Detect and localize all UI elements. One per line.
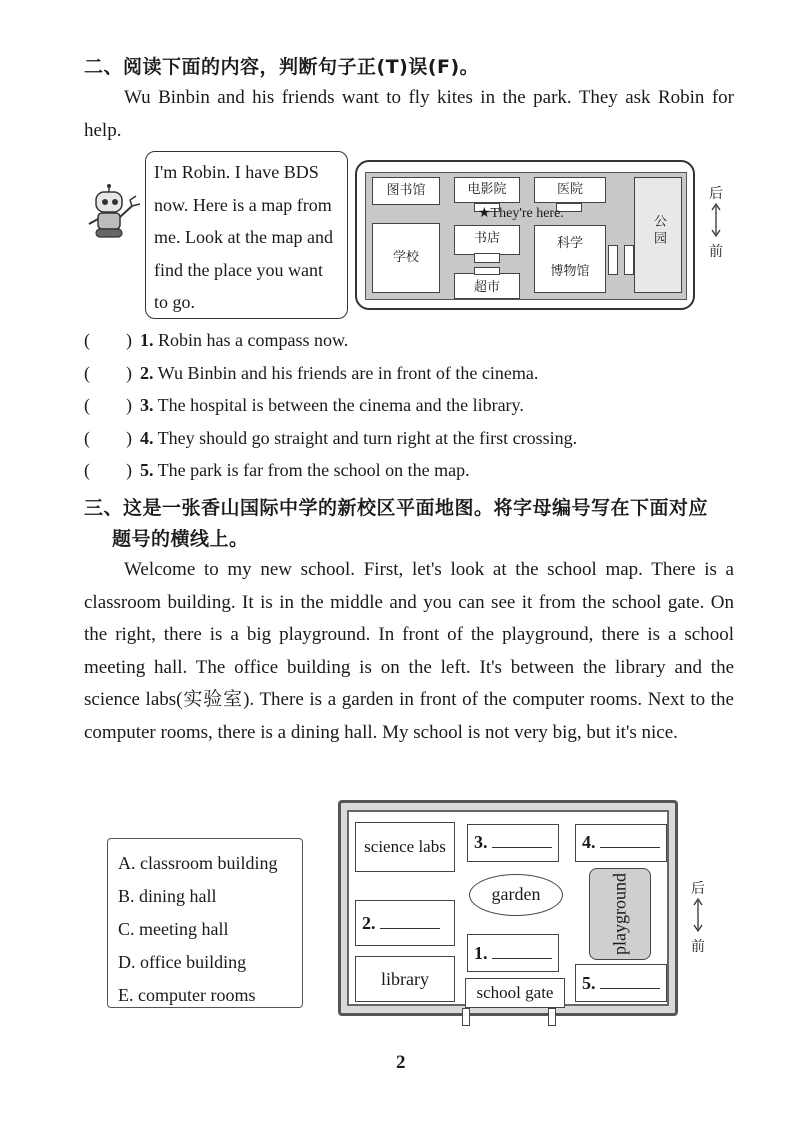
blank-2-box[interactable] <box>355 900 455 946</box>
garden-oval: garden <box>469 874 563 916</box>
blank-2-line[interactable] <box>380 914 440 929</box>
school-gate-box: school gate <box>465 978 565 1008</box>
blank-1-box[interactable] <box>467 934 559 972</box>
answer-paren[interactable]: ( ) <box>84 362 132 383</box>
museum-door <box>608 245 618 275</box>
question-number: 2. <box>140 362 154 383</box>
blank-3-label: 3. <box>474 832 488 852</box>
town-map <box>355 160 695 310</box>
map-hospital: 医院 <box>534 177 606 203</box>
blank-5-label: 5. <box>582 973 596 993</box>
question-number: 4. <box>140 427 154 448</box>
bookstore-door <box>474 253 500 263</box>
blank-3-line[interactable] <box>492 833 552 848</box>
dir-back-label: 后 <box>691 881 705 897</box>
blank-1-line[interactable] <box>492 944 552 959</box>
robin-speech-bubble: I'm Robin. I have BDS now. Here is a map from me. Look at the map and find the place you want to go. <box>145 151 348 319</box>
options-box <box>107 838 303 1008</box>
question-item <box>84 330 577 363</box>
dir-back-label: 后 <box>709 186 723 202</box>
map-bookstore: 书店 <box>454 225 520 255</box>
map-science-museum <box>534 225 606 293</box>
answer-paren[interactable]: ( ) <box>84 395 132 415</box>
supermarket-door <box>474 267 500 275</box>
direction-indicator-2 <box>688 878 708 956</box>
option-item: B. dining hall <box>118 886 217 906</box>
question-item <box>84 363 577 396</box>
question-text: The park is far from the school on the map. <box>153 460 470 480</box>
science-labs-box: science labs <box>355 822 455 872</box>
blank-4-line[interactable] <box>600 833 660 848</box>
section2-intro: Wu Binbin and his friends want to fly kites in the park. They ask Robin for help. <box>84 87 734 141</box>
town-map-area <box>365 172 687 300</box>
section3-title-line1: 三、这是一张香山国际中学的新校区平面地图。将字母编号写在下面对应 <box>84 497 709 519</box>
map-library: 图书馆 <box>372 177 440 205</box>
gate-post-left <box>462 1008 470 1026</box>
question-text: Robin has a compass now. <box>153 330 349 350</box>
answer-paren[interactable]: ( ) <box>84 460 132 480</box>
question-item <box>84 428 577 461</box>
question-number: 5. <box>140 460 154 480</box>
question-number: 1. <box>140 330 154 350</box>
option-item: D. office building <box>118 952 247 972</box>
section3-title-line2: 题号的横线上。 <box>112 528 249 550</box>
school-map <box>338 800 678 1016</box>
science-museum-line1: 科学 <box>556 236 583 251</box>
park-door <box>624 245 634 275</box>
blank-2-label: 2. <box>362 913 376 933</box>
map-park <box>634 177 682 293</box>
map-cinema: 电影院 <box>454 177 520 203</box>
park-label: 公园 <box>651 214 666 248</box>
option-item: A. classroom building <box>118 853 278 873</box>
map-supermarket: 超市 <box>454 273 520 299</box>
section3-passage: Welcome to my new school. First, let's look at the school map. There is a classroom building. It is in the middle and you can see it from the school gate. On the right, there is a big playground. In front of the playground, there is a school meeting hall. The office building is on the left. It's between the library and the science labs(实验室). There is a garden in front of the computer rooms. Next to the computer rooms, there is a dining hall. My school is not very big, but it's nice. <box>84 559 734 743</box>
page-number: 2 <box>396 1052 406 1073</box>
answer-paren[interactable]: ( ) <box>84 330 132 350</box>
direction-indicator-1 <box>706 183 726 261</box>
playground-label: playground <box>609 873 630 955</box>
library-box: library <box>355 956 455 1002</box>
school-map-area <box>347 810 669 1006</box>
dir-front-label: 前 <box>709 244 723 260</box>
map-school: 学校 <box>372 223 440 293</box>
star-note: ★They're here. <box>478 206 564 221</box>
blank-5-box[interactable] <box>575 964 667 1002</box>
blank-5-line[interactable] <box>600 974 660 989</box>
playground-box <box>589 868 651 960</box>
double-arrow-icon <box>692 898 704 932</box>
question-item <box>84 395 577 428</box>
question-text: The hospital is between the cinema and the library. <box>153 395 524 415</box>
science-museum-line2: 博物馆 <box>550 264 590 279</box>
blank-1-label: 1. <box>474 943 488 963</box>
robot-icon <box>84 184 142 242</box>
blank-4-box[interactable] <box>575 824 667 862</box>
section2-questions <box>84 330 577 493</box>
double-arrow-icon <box>710 203 722 237</box>
question-item <box>84 460 577 493</box>
question-text: Wu Binbin and his friends are in front of the cinema. <box>153 362 539 383</box>
option-item: C. meeting hall <box>118 919 229 939</box>
dir-front-label: 前 <box>691 939 705 955</box>
question-number: 3. <box>140 395 154 415</box>
blank-3-box[interactable] <box>467 824 559 862</box>
answer-paren[interactable]: ( ) <box>84 427 132 448</box>
blank-4-label: 4. <box>582 832 596 852</box>
option-item: E. computer rooms <box>118 985 256 1005</box>
gate-post-right <box>548 1008 556 1026</box>
question-text: They should go straight and turn right at the first crossing. <box>153 427 578 448</box>
section2-title: 二、阅读下面的内容，判断句子正(T)误(F)。 <box>84 56 480 78</box>
